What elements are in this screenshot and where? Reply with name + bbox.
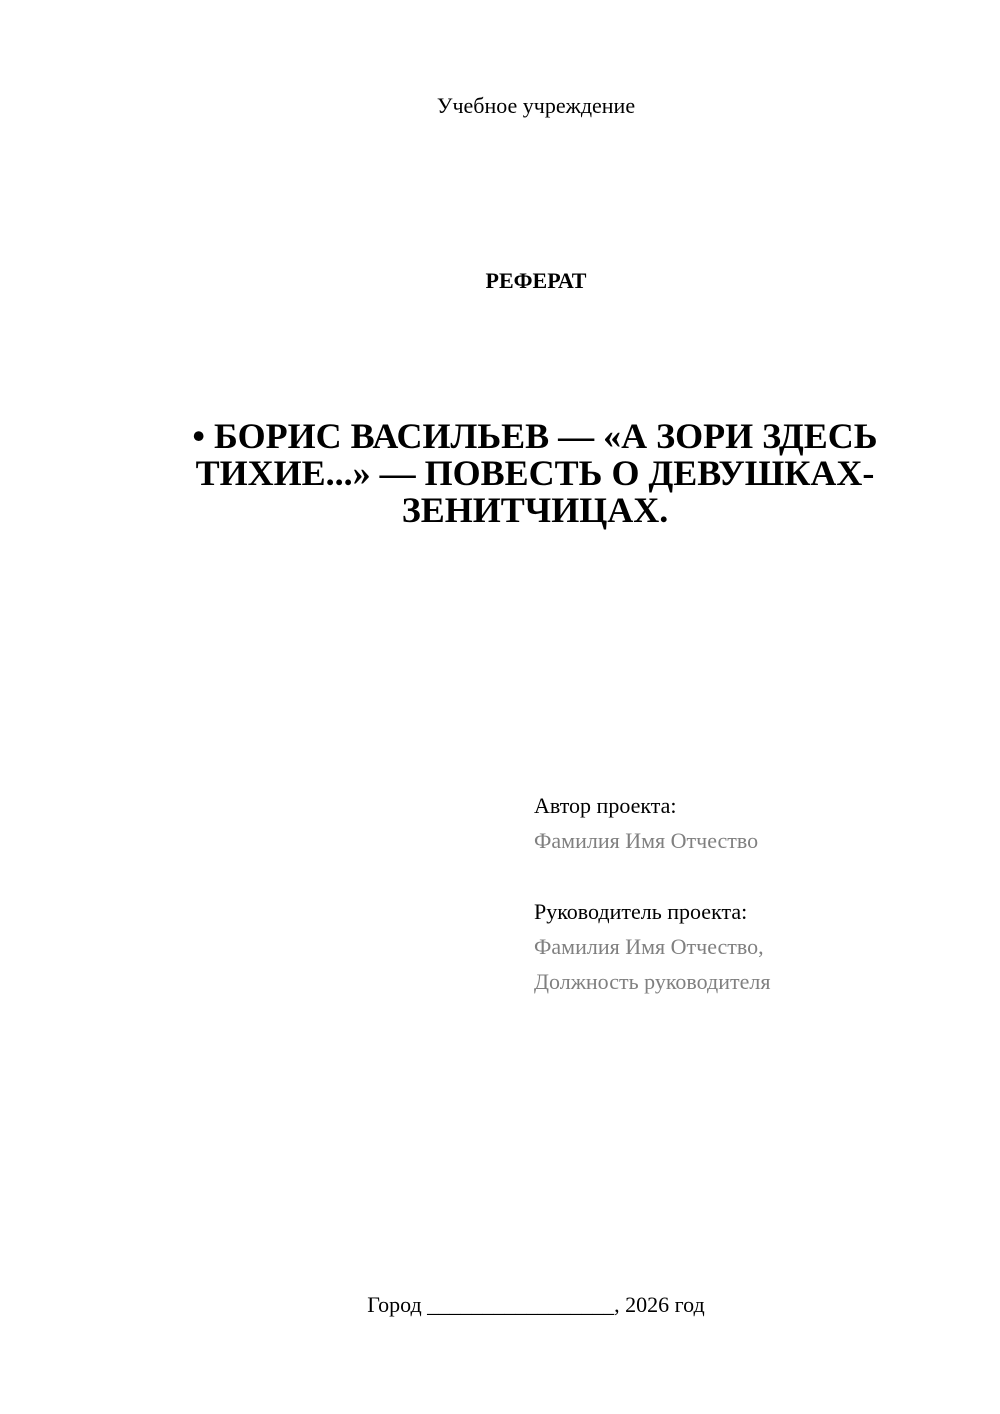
project-people	[534, 788, 974, 999]
city-year-line	[0, 1290, 1000, 1320]
supervisor-name: Фамилия Имя Отчество,	[534, 934, 764, 959]
spacer	[534, 858, 974, 894]
report-title	[160, 418, 910, 529]
title-text: БОРИС ВАСИЛЬЕВ — «А ЗОРИ ЗДЕСЬ ТИХИЕ...» — ПОВЕСТЬ О ДЕВУШКАХ-ЗЕНИТЧИЦАХ.	[195, 416, 878, 530]
institution-name: Учебное учреждение	[436, 93, 636, 118]
author-name: Фамилия Имя Отчество	[534, 828, 759, 853]
supervisor-label: Руководитель проекта:	[534, 899, 748, 924]
supervisor-position: Должность руководителя	[534, 969, 771, 994]
year-text: , 2026 год	[614, 1292, 705, 1317]
city-label: Город	[367, 1292, 422, 1317]
document-type: РЕФЕРАТ	[485, 268, 587, 293]
city-blank: _________________	[427, 1292, 615, 1317]
title-bullet: •	[192, 416, 206, 456]
author-label: Автор проекта:	[534, 793, 677, 818]
